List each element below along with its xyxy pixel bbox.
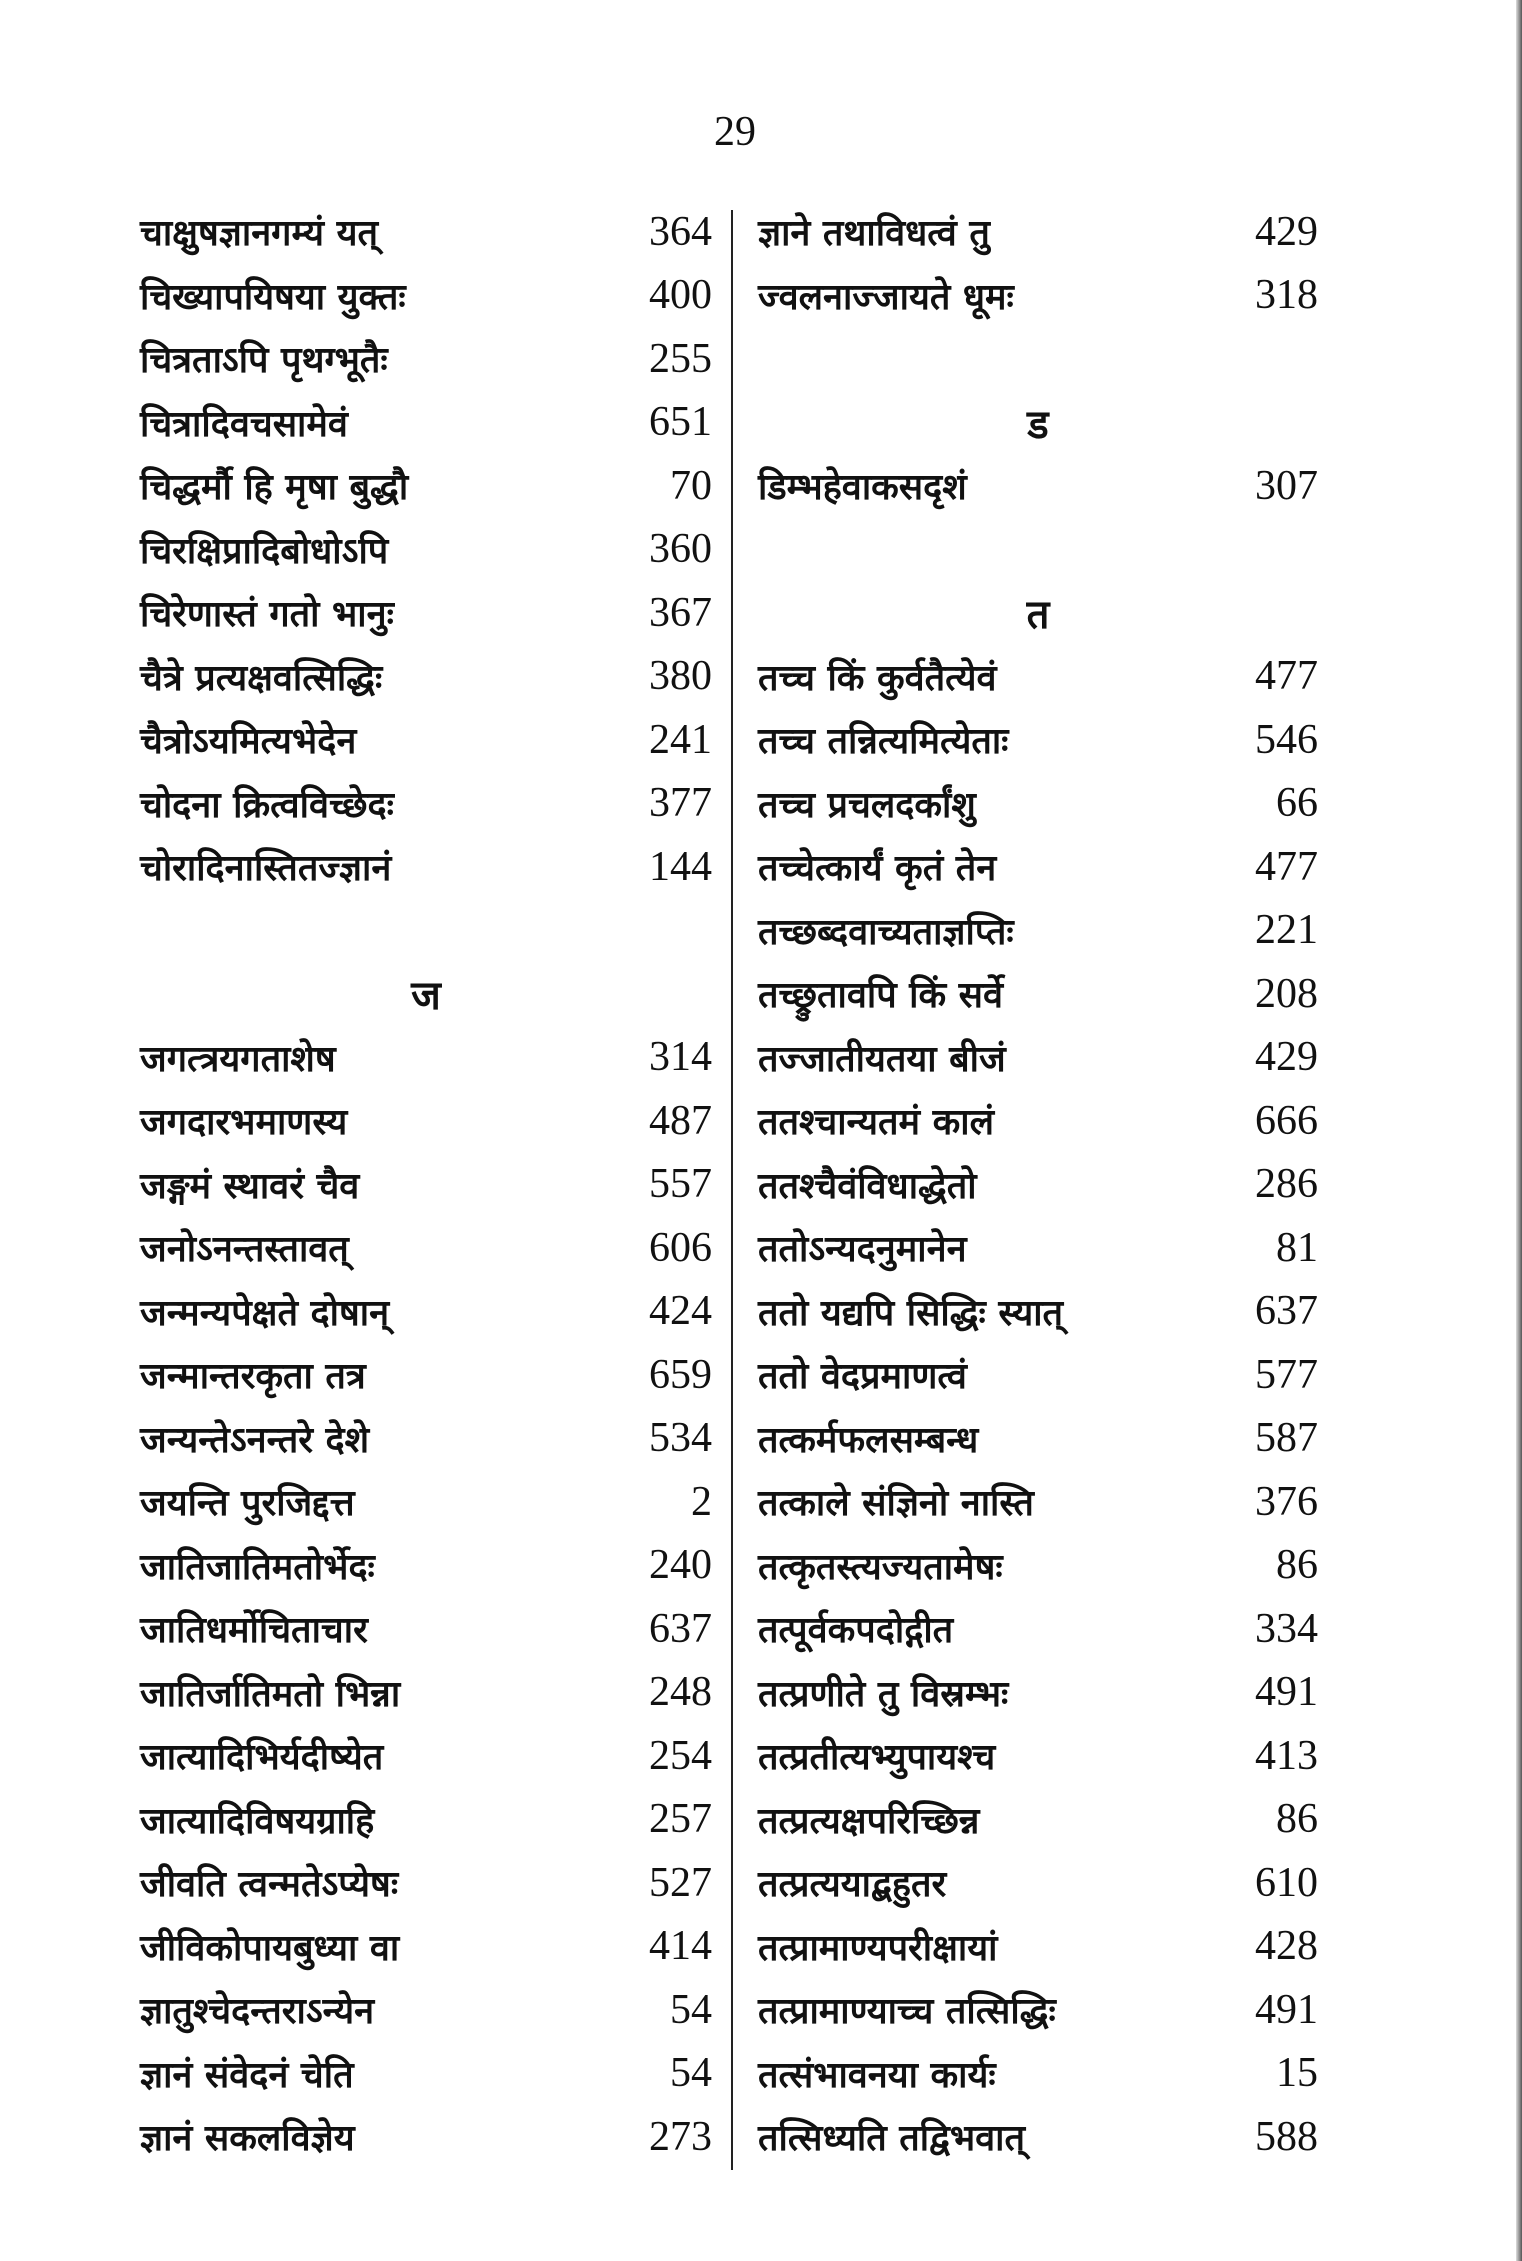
entry-text: जातिधर्मोचिताचार xyxy=(140,1610,368,1652)
index-entry xyxy=(758,1089,1318,1153)
entry-text: ज्ञातुश्चेदन्तराऽन्येन xyxy=(140,1991,375,2033)
entry-text: ज्ञाने तथाविधत्वं तु xyxy=(758,213,990,255)
entry-text: डिम्भहेवाकसदृशं xyxy=(758,467,967,509)
entry-text: जन्मन्यपेक्षते दोषान् xyxy=(140,1292,390,1334)
entry-page-number: 307 xyxy=(1255,462,1318,509)
entry-page-number: 54 xyxy=(670,2050,712,2097)
entry-text: चिद्धर्मौ हि मृषा बुद्धौ xyxy=(140,467,409,509)
entry-text: ज्ञानं संवेदनं चेति xyxy=(140,2054,354,2096)
index-entry xyxy=(758,2105,1318,2169)
entry-page-number: 606 xyxy=(649,1224,712,1271)
index-entry xyxy=(140,327,712,391)
index-entry xyxy=(140,708,712,772)
index-entry xyxy=(140,1788,712,1852)
entry-page-number: 286 xyxy=(1255,1161,1318,1208)
entry-text: जात्यादिविषयग्राहि xyxy=(140,1800,375,1842)
entry-page-number: 487 xyxy=(649,1097,712,1144)
index-entry xyxy=(140,1724,712,1788)
entry-page-number: 81 xyxy=(1276,1224,1318,1271)
entry-text: ज्वलनाज्जायते धूमः xyxy=(758,276,1014,318)
entry-text: तत्पूर्वकपदोद्गीत xyxy=(758,1610,954,1652)
entry-text: चैत्रोऽयमित्यभेदेन xyxy=(140,721,357,763)
entry-page-number: 651 xyxy=(649,399,712,446)
entry-text: तच्छ्रुतावपि किं सर्वे xyxy=(758,975,1004,1017)
page-number: 29 xyxy=(714,109,756,155)
entry-text: चिरक्षिप्रादिबोधोऽपि xyxy=(140,530,389,572)
entry-text: तत्प्रत्यक्षपरिच्छिन्न xyxy=(758,1800,980,1842)
entry-page-number: 377 xyxy=(649,780,712,827)
index-entry xyxy=(758,1343,1318,1407)
entry-page-number: 577 xyxy=(1255,1351,1318,1398)
index-entry xyxy=(758,1534,1318,1598)
index-column-left xyxy=(140,200,712,2169)
entry-text: चिख्यापयिषया युक्तः xyxy=(140,276,406,318)
entry-text: तत्काले संज्ञिनो नास्ति xyxy=(758,1483,1034,1525)
spacer xyxy=(140,899,712,963)
entry-text: चिरेणास्तं गतो भानुः xyxy=(140,594,394,636)
entry-page-number: 360 xyxy=(649,526,712,573)
index-entry xyxy=(140,581,712,645)
index-entry xyxy=(140,645,712,709)
index-entry xyxy=(758,899,1318,963)
entry-page-number: 557 xyxy=(649,1161,712,1208)
index-entry xyxy=(758,1915,1318,1979)
index-entry xyxy=(140,200,712,264)
entry-page-number: 15 xyxy=(1276,2050,1318,2097)
entry-text: ततश्चान्यतमं कालं xyxy=(758,1102,994,1144)
entry-page-number: 380 xyxy=(649,653,712,700)
entry-page-number: 424 xyxy=(649,1288,712,1335)
entry-text: तत्कृतस्त्यज्यतामेषः xyxy=(758,1546,1003,1588)
entry-text: तच्चेत्कार्यं कृतं तेन xyxy=(758,848,997,890)
entry-page-number: 587 xyxy=(1255,1415,1318,1462)
entry-text: तत्प्रणीते तु विस्रम्भः xyxy=(758,1673,1009,1715)
index-entry xyxy=(140,1661,712,1725)
index-entry xyxy=(758,1153,1318,1217)
entry-page-number: 477 xyxy=(1255,653,1318,700)
entry-page-number: 241 xyxy=(649,716,712,763)
index-entry xyxy=(140,454,712,518)
entry-text: चित्रादिवचसामेवं xyxy=(140,403,348,445)
entry-page-number: 248 xyxy=(649,1669,712,1716)
index-entry xyxy=(140,2105,712,2169)
index-entry xyxy=(140,2042,712,2106)
entry-page-number: 318 xyxy=(1255,272,1318,319)
index-entry xyxy=(140,1915,712,1979)
index-entry xyxy=(758,1851,1318,1915)
entry-page-number: 491 xyxy=(1255,1669,1318,1716)
entry-page-number: 666 xyxy=(1255,1097,1318,1144)
entry-text: ततोऽन्यदनुमानेन xyxy=(758,1229,967,1271)
column-divider xyxy=(731,210,733,2170)
entry-text: तत्संभावनया कार्यः xyxy=(758,2054,996,2096)
entry-text: ततो वेदप्रमाणत्वं xyxy=(758,1356,967,1398)
index-entry xyxy=(140,1597,712,1661)
entry-text: चैत्रे प्रत्यक्षवत्सिद्धिः xyxy=(140,657,383,699)
entry-text: तच्च किं कुर्वतैत्येवं xyxy=(758,657,997,699)
index-entry xyxy=(140,1280,712,1344)
index-entry xyxy=(758,264,1318,328)
entry-page-number: 546 xyxy=(1255,716,1318,763)
entry-page-number: 208 xyxy=(1255,970,1318,1017)
entry-page-number: 637 xyxy=(649,1605,712,1652)
index-entry xyxy=(758,1407,1318,1471)
entry-page-number: 144 xyxy=(649,843,712,890)
entry-page-number: 364 xyxy=(649,208,712,255)
entry-page-number: 54 xyxy=(670,1986,712,2033)
index-entry xyxy=(758,708,1318,772)
index-entry xyxy=(758,454,1318,518)
entry-page-number: 367 xyxy=(649,589,712,636)
entry-text: तत्प्रामाण्यपरीक्षायां xyxy=(758,1927,998,1969)
entry-text: चोरादिनास्तितज्ज्ञानं xyxy=(140,848,392,890)
entry-text: ततश्चैवंविधाद्धेतो xyxy=(758,1165,977,1207)
entry-text: जयन्ति पुरजिद्दत्त xyxy=(140,1483,355,1525)
entry-page-number: 637 xyxy=(1255,1288,1318,1335)
entry-page-number: 429 xyxy=(1255,1034,1318,1081)
entry-page-number: 254 xyxy=(649,1732,712,1779)
index-entry xyxy=(140,1534,712,1598)
entry-text: तच्छब्दवाच्यताज्ञप्तिः xyxy=(758,911,1014,953)
page-edge xyxy=(1516,0,1522,2261)
entry-page-number: 255 xyxy=(649,335,712,382)
entry-page-number: 2 xyxy=(691,1478,712,1525)
entry-page-number: 86 xyxy=(1276,1542,1318,1589)
index-entry xyxy=(758,1280,1318,1344)
entry-page-number: 413 xyxy=(1255,1732,1318,1779)
entry-text: चित्रताऽपि पृथग्भूतैः xyxy=(140,340,388,382)
index-entry xyxy=(758,1216,1318,1280)
entry-text: जात्यादिभिर्यदीष्येत xyxy=(140,1737,384,1779)
entry-page-number: 477 xyxy=(1255,843,1318,890)
entry-text: तच्च प्रचलदर्कांशु xyxy=(758,784,976,826)
index-entry xyxy=(758,772,1318,836)
entry-page-number: 86 xyxy=(1276,1796,1318,1843)
entry-page-number: 334 xyxy=(1255,1605,1318,1652)
index-entry xyxy=(140,264,712,328)
index-entry xyxy=(758,645,1318,709)
entry-page-number: 534 xyxy=(649,1415,712,1462)
entry-page-number: 414 xyxy=(649,1923,712,1970)
entry-page-number: 257 xyxy=(649,1796,712,1843)
entry-text: तत्कर्मफलसम्बन्ध xyxy=(758,1419,979,1461)
entry-text: जगदारभमाणस्य xyxy=(140,1102,348,1144)
entry-text: ज्ञानं सकलविज्ञेय xyxy=(140,2118,355,2160)
entry-text: जातिर्जातिमतो भिन्ना xyxy=(140,1673,401,1715)
index-entry xyxy=(140,1153,712,1217)
entry-page-number: 610 xyxy=(1255,1859,1318,1906)
entry-page-number: 70 xyxy=(670,462,712,509)
entry-page-number: 240 xyxy=(649,1542,712,1589)
entry-page-number: 428 xyxy=(1255,1923,1318,1970)
entry-page-number: 527 xyxy=(649,1859,712,1906)
entry-text: जातिजातिमतोर्भेदः xyxy=(140,1546,375,1588)
entry-text: ततो यद्यपि सिद्धिः स्यात् xyxy=(758,1292,1064,1334)
entry-text: तत्प्रामाण्याच्च तत्सिद्धिः xyxy=(758,1991,1056,2033)
index-entry xyxy=(758,1026,1318,1090)
entry-text: जीवति त्वन्मतेऽप्येषः xyxy=(140,1864,399,1906)
index-entry xyxy=(758,1978,1318,2042)
entry-page-number: 273 xyxy=(649,2113,712,2160)
entry-page-number: 429 xyxy=(1255,208,1318,255)
entry-page-number: 376 xyxy=(1255,1478,1318,1525)
index-column-right xyxy=(758,200,1318,2169)
index-entry xyxy=(140,1978,712,2042)
entry-page-number: 314 xyxy=(649,1034,712,1081)
entry-text: तत्प्रतीत्यभ्युपायश्च xyxy=(758,1737,996,1779)
index-entry xyxy=(140,1216,712,1280)
index-entry xyxy=(758,1788,1318,1852)
entry-page-number: 588 xyxy=(1255,2113,1318,2160)
index-entry xyxy=(758,200,1318,264)
index-entry xyxy=(140,518,712,582)
index-entry xyxy=(758,1661,1318,1725)
section-heading: त xyxy=(1026,592,1050,639)
entry-text: चाक्षुषज्ञानगम्यं यत् xyxy=(140,213,378,255)
entry-text: तत्प्रत्ययाद्बहुतर xyxy=(758,1864,947,1906)
index-entry xyxy=(140,1089,712,1153)
index-entry xyxy=(758,1470,1318,1534)
index-entry xyxy=(758,1724,1318,1788)
index-entry xyxy=(140,1407,712,1471)
index-entry xyxy=(758,1597,1318,1661)
entry-text: जगत्त्रयगताशेष xyxy=(140,1038,336,1080)
index-entry xyxy=(140,1470,712,1534)
entry-text: जन्मान्तरकृता तत्र xyxy=(140,1356,366,1398)
entry-text: तज्जातीयतया बीजं xyxy=(758,1038,1006,1080)
entry-text: तत्सिध्यति तद्विभवात् xyxy=(758,2118,1025,2160)
spacer xyxy=(758,518,1318,582)
index-entry xyxy=(140,835,712,899)
entry-text: जनोऽनन्तस्तावत् xyxy=(140,1229,349,1271)
entry-page-number: 400 xyxy=(649,272,712,319)
index-entry xyxy=(758,2042,1318,2106)
entry-text: जङ्गमं स्थावरं चैव xyxy=(140,1165,360,1207)
section-heading: ड xyxy=(1027,401,1049,448)
index-entry xyxy=(140,772,712,836)
index-entry xyxy=(140,391,712,455)
entry-page-number: 221 xyxy=(1255,907,1318,954)
index-entry xyxy=(758,962,1318,1026)
spacer xyxy=(758,327,1318,391)
entry-text: जीविकोपायबुध्या वा xyxy=(140,1927,400,1969)
index-entry xyxy=(140,1851,712,1915)
entry-text: तच्च तन्नित्यमित्येताः xyxy=(758,721,1009,763)
index-entry xyxy=(758,835,1318,899)
entry-text: जन्यन्तेऽनन्तरे देशे xyxy=(140,1419,370,1461)
entry-page-number: 491 xyxy=(1255,1986,1318,2033)
section-heading: ज xyxy=(411,973,441,1020)
entry-page-number: 66 xyxy=(1276,780,1318,827)
entry-page-number: 659 xyxy=(649,1351,712,1398)
entry-text: चोदना क्रित्वविच्छेदः xyxy=(140,784,394,826)
index-entry xyxy=(140,1343,712,1407)
index-entry xyxy=(140,1026,712,1090)
